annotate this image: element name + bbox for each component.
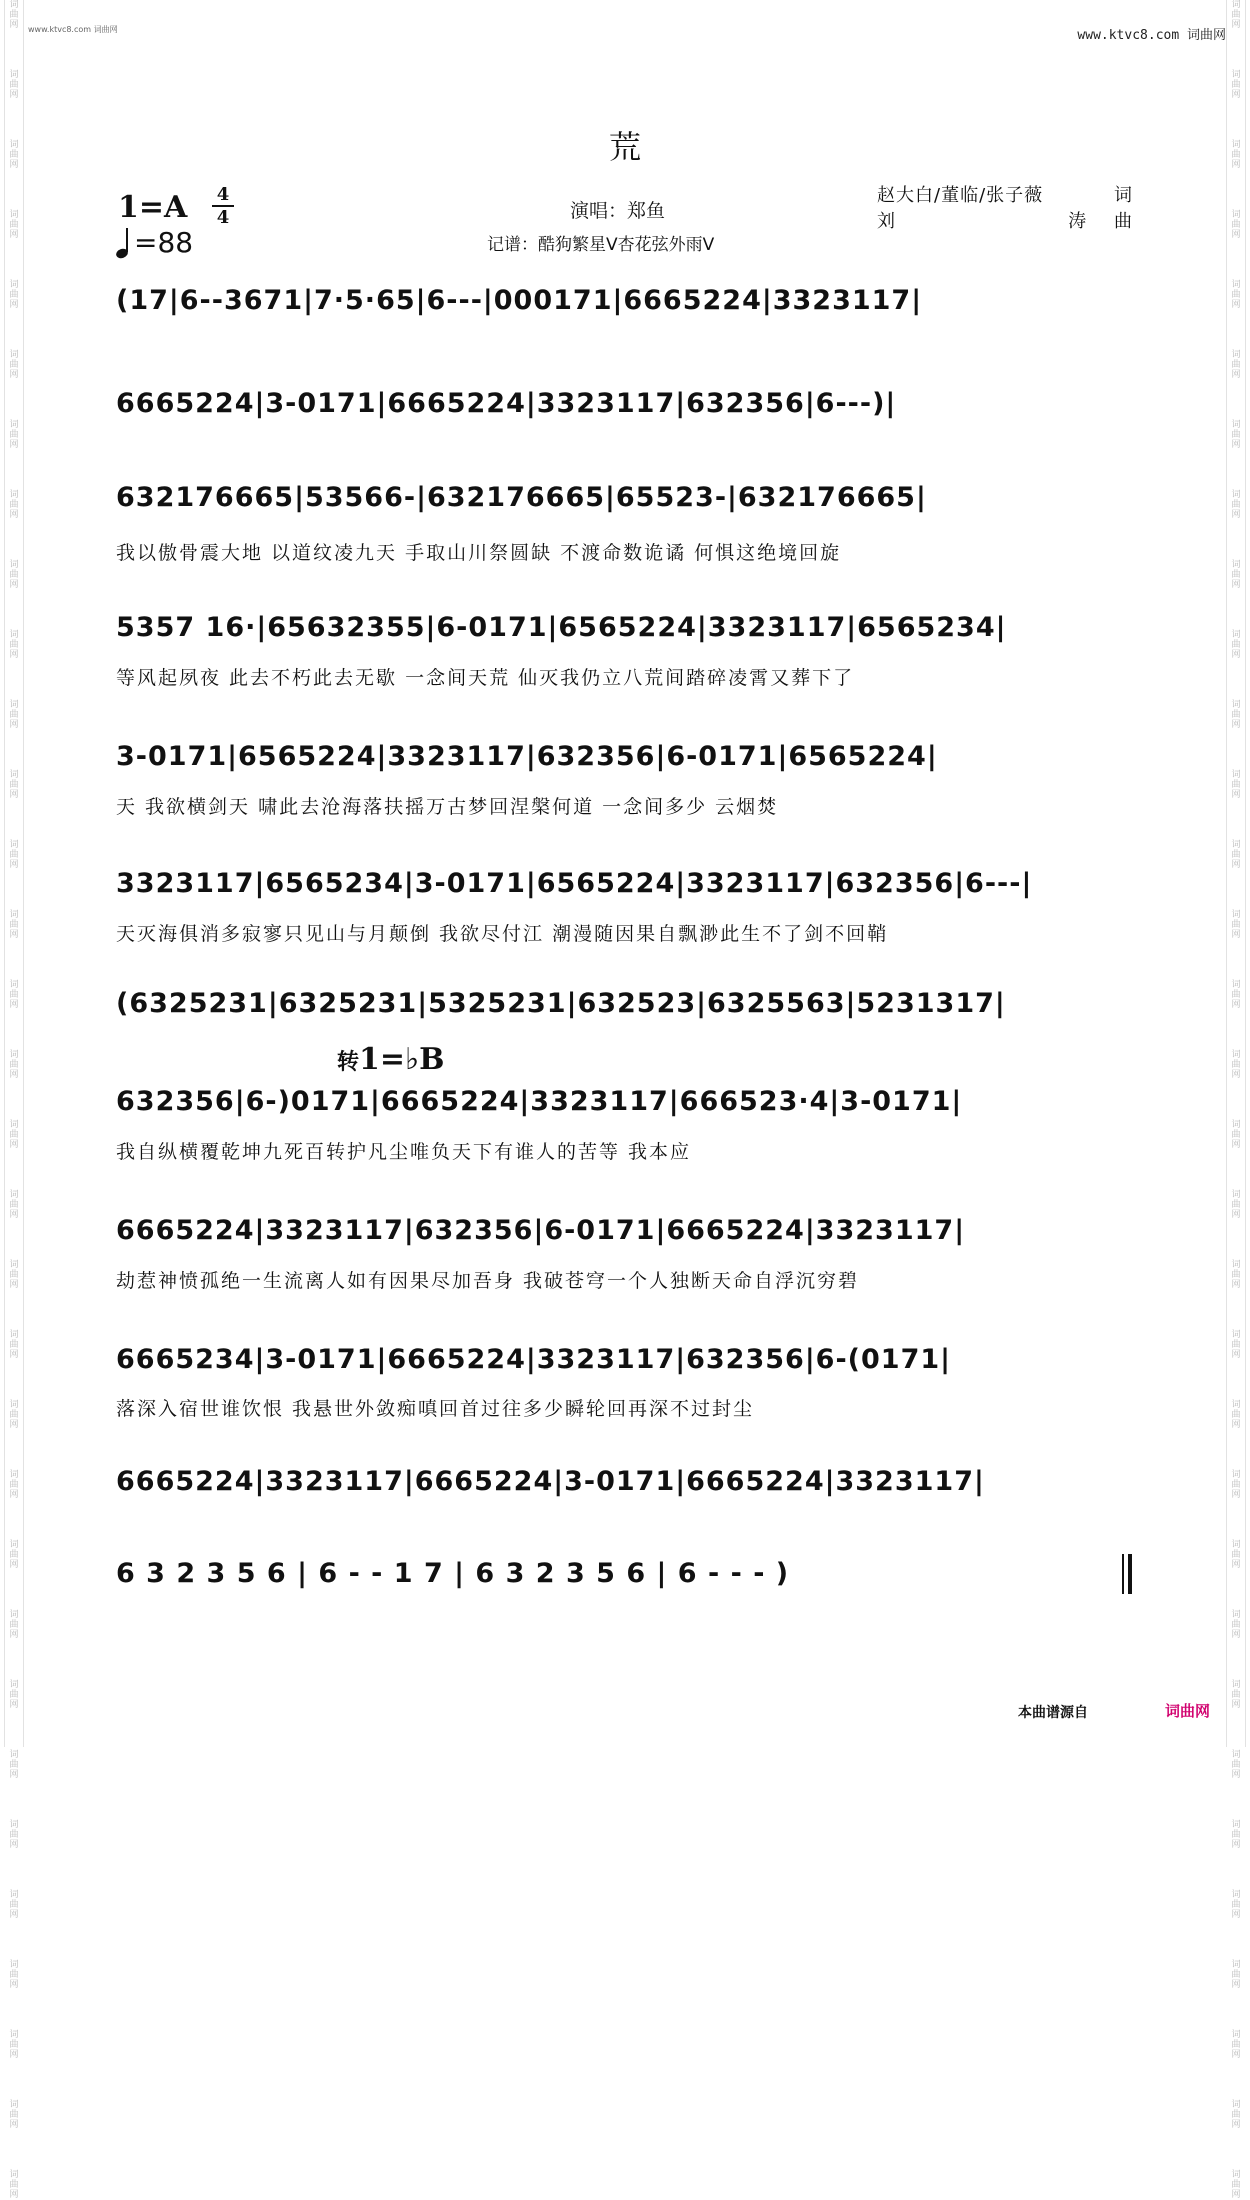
- notation-line-10: 6665234|3-0171|6665224|3323117|632356|6-(0171|: [116, 1344, 952, 1375]
- site-url: www.ktvc8.com 词曲网: [1077, 28, 1226, 43]
- composer-suffix: 曲: [1114, 211, 1133, 232]
- tempo-value: =88: [134, 226, 194, 259]
- watermark-strip-left: [4, 0, 24, 2200]
- watermark-text: 词 曲 网: [1231, 1120, 1241, 1150]
- transcriber: 记谱：酷狗繁星V杏花弦外雨V: [487, 235, 715, 255]
- notation-line-8: 632356|6-)0171|6665224|3323117|666523·4|3-0171|: [116, 1086, 963, 1117]
- watermark-text: 词 曲 网: [1231, 2170, 1241, 2200]
- watermark-text: 词 曲 网: [9, 1120, 19, 1150]
- watermark-text: 词 曲 网: [9, 1470, 19, 1500]
- watermark-text: 词 曲 网: [9, 420, 19, 450]
- modulation-prefix: 转: [337, 1050, 360, 1075]
- watermark-text: 词 曲 网: [9, 1750, 19, 1780]
- watermark-text: 词 曲 网: [9, 770, 19, 800]
- notation-line-5: 3-0171|6565224|3323117|632356|6-0171|6565224|: [116, 741, 938, 772]
- watermark-text: 词 曲 网: [9, 560, 19, 590]
- watermark-text: 词 曲 网: [1231, 1190, 1241, 1220]
- watermark-text: 词 曲 网: [1231, 2030, 1241, 2060]
- lyrics-line-3: 我以傲骨震大地 以道纹凌九天 手取山川祭圆缺 不渡命数诡谲 何惧这绝境回旋: [116, 542, 842, 564]
- watermark-text: 词 曲 网: [1231, 1610, 1241, 1640]
- source-label: 本曲谱源自: [1018, 1705, 1088, 1721]
- watermark-text: 词 曲 网: [1231, 1960, 1241, 1990]
- watermark-text: 词 曲 网: [9, 1890, 19, 1920]
- watermark-text: 词 曲 网: [1231, 1820, 1241, 1850]
- final-barline-thick: [1128, 1554, 1132, 1594]
- notation-line-4: 5357 16·|65632355|6-0171|6565224|3323117|6565234|: [116, 612, 1007, 643]
- watermark-strip-right: [1226, 0, 1246, 2200]
- meter-top: 4: [216, 184, 230, 205]
- notation-line-2: 6665224|3-0171|6665224|3323117|632356|6---)|: [116, 388, 897, 419]
- watermark-text: 词 曲 网: [1231, 840, 1241, 870]
- watermark-text: 词 曲 网: [9, 2170, 19, 2200]
- watermark-text: 词 曲 网: [9, 1190, 19, 1220]
- notation-line-3: 632176665|53566-|632176665|65523-|632176665|: [116, 482, 927, 513]
- singer: 演唱：郑鱼: [570, 200, 666, 222]
- watermark-text: 词 曲 网: [1231, 1400, 1241, 1430]
- watermark-text: 词 曲 网: [9, 700, 19, 730]
- watermark-text: 词 曲 网: [1231, 910, 1241, 940]
- watermark-text: 词 曲 网: [9, 840, 19, 870]
- modulation-key: 1=♭B: [359, 1042, 445, 1077]
- watermark-text: 词 曲 网: [1231, 140, 1241, 170]
- tempo-marking: [116, 226, 193, 259]
- time-signature: [212, 185, 234, 227]
- watermark-text: 词 曲 网: [9, 1330, 19, 1360]
- watermark-text: 词 曲 网: [1231, 210, 1241, 240]
- notation-line-11: 6665224|3323117|6665224|3-0171|6665224|3323117|: [116, 1466, 985, 1497]
- lyricists: 赵大白/董临/张子薇: [877, 185, 1044, 206]
- watermark-text: 词 曲 网: [1231, 630, 1241, 660]
- watermark-text: 词 曲 网: [9, 1050, 19, 1080]
- watermark-text: 词 曲 网: [1231, 1750, 1241, 1780]
- watermark-text: 词 曲 网: [1231, 770, 1241, 800]
- watermark-text: 词 曲 网: [1231, 2100, 1241, 2130]
- watermark-text: 词 曲 网: [1231, 1470, 1241, 1500]
- notation-line-7: (6325231|6325231|5325231|632523|6325563|5231317|: [116, 988, 1006, 1019]
- watermark-text: 词 曲 网: [1231, 1680, 1241, 1710]
- notation-line-12: 6 3 2 3 5 6 | 6 - - 1 7 | 6 3 2 3 5 6 | 6 - - - ): [116, 1558, 790, 1589]
- watermark-text: 词 曲 网: [9, 1960, 19, 1990]
- watermark-text: 词 曲 网: [9, 70, 19, 100]
- quarter-note-icon: [116, 228, 130, 258]
- watermark-text: 词 曲 网: [9, 1540, 19, 1570]
- notation-line-1: (17|6--3671|7·5·65|6---|000171|6665224|3323117|: [116, 285, 923, 316]
- lyrics-line-8: 我自纵横覆乾坤九死百转护凡尘唯负天下有谁人的苦等 我本应: [116, 1141, 692, 1163]
- watermark-text: 词 曲 网: [9, 140, 19, 170]
- watermark-text: 词 曲 网: [9, 910, 19, 940]
- brand-label: 词曲网: [1165, 1702, 1211, 1720]
- final-barline-thin: [1122, 1554, 1124, 1594]
- watermark-text: 词 曲 网: [9, 1610, 19, 1640]
- watermark-text: 词 曲 网: [9, 280, 19, 310]
- lyric-suffix: 词: [1114, 185, 1133, 206]
- watermark-text: 词 曲 网: [9, 630, 19, 660]
- watermark-text: 词 曲 网: [1231, 1890, 1241, 1920]
- watermark-text: 词 曲 网: [9, 350, 19, 380]
- small-url: www.ktvc8.com 词曲网: [28, 25, 118, 34]
- watermark-text: 词 曲 网: [1231, 280, 1241, 310]
- watermark-text: 词 曲 网: [1231, 700, 1241, 730]
- modulation-marking: [337, 1042, 445, 1077]
- watermark-text: 词 曲 网: [9, 0, 19, 30]
- key-signature: 1=A: [118, 190, 188, 225]
- watermark-text: 词 曲 网: [1231, 560, 1241, 590]
- watermark-text: 词 曲 网: [1231, 1260, 1241, 1290]
- lyrics-line-4: 等风起夙夜 此去不朽此去无歇 一念间天荒 仙灭我仍立八荒间踏碎凌霄又葬下了: [116, 667, 855, 689]
- meter-bottom: 4: [216, 207, 230, 228]
- credits: [877, 183, 1133, 235]
- watermark-text: 词 曲 网: [9, 210, 19, 240]
- song-title: 荒: [608, 128, 641, 166]
- watermark-text: 词 曲 网: [1231, 980, 1241, 1010]
- watermark-text: 词 曲 网: [1231, 1330, 1241, 1360]
- watermark-text: 词 曲 网: [1231, 70, 1241, 100]
- composer-surname: 刘: [877, 211, 896, 232]
- watermark-text: 词 曲 网: [9, 980, 19, 1010]
- watermark-text: 词 曲 网: [9, 490, 19, 520]
- watermark-text: 词 曲 网: [9, 1260, 19, 1290]
- notation-line-9: 6665224|3323117|632356|6-0171|6665224|3323117|: [116, 1215, 966, 1246]
- lyrics-line-5: 天 我欲横剑天 啸此去沧海落扶摇万古梦回涅槃何道 一念间多少 云烟焚: [116, 796, 779, 818]
- lyrics-line-6: 天灭海俱消多寂寥只见山与月颠倒 我欲尽付江 潮漫随因果自飘渺此生不了剑不回鞘: [116, 923, 889, 945]
- watermark-text: 词 曲 网: [9, 1820, 19, 1850]
- watermark-text: 词 曲 网: [9, 2030, 19, 2060]
- lyrics-line-9: 劫惹神愤孤绝一生流离人如有因果尽加吾身 我破苍穹一个人独断天命自浮沉穷碧: [116, 1270, 860, 1292]
- lyrics-line-10: 落深入宿世谁饮恨 我悬世外敛痴嗔回首过往多少瞬轮回再深不过封尘: [116, 1398, 755, 1420]
- watermark-text: 词 曲 网: [9, 1680, 19, 1710]
- watermark-text: 词 曲 网: [1231, 490, 1241, 520]
- composer-given: 涛: [1068, 211, 1088, 232]
- notation-line-6: 3323117|6565234|3-0171|6565224|3323117|632356|6---|: [116, 868, 1033, 899]
- watermark-text: 词 曲 网: [1231, 350, 1241, 380]
- watermark-text: 词 曲 网: [9, 1400, 19, 1430]
- watermark-text: 词 曲 网: [1231, 420, 1241, 450]
- watermark-text: 词 曲 网: [9, 2100, 19, 2130]
- watermark-text: 词 曲 网: [1231, 1050, 1241, 1080]
- watermark-text: 词 曲 网: [1231, 1540, 1241, 1570]
- watermark-text: 词 曲 网: [1231, 0, 1241, 30]
